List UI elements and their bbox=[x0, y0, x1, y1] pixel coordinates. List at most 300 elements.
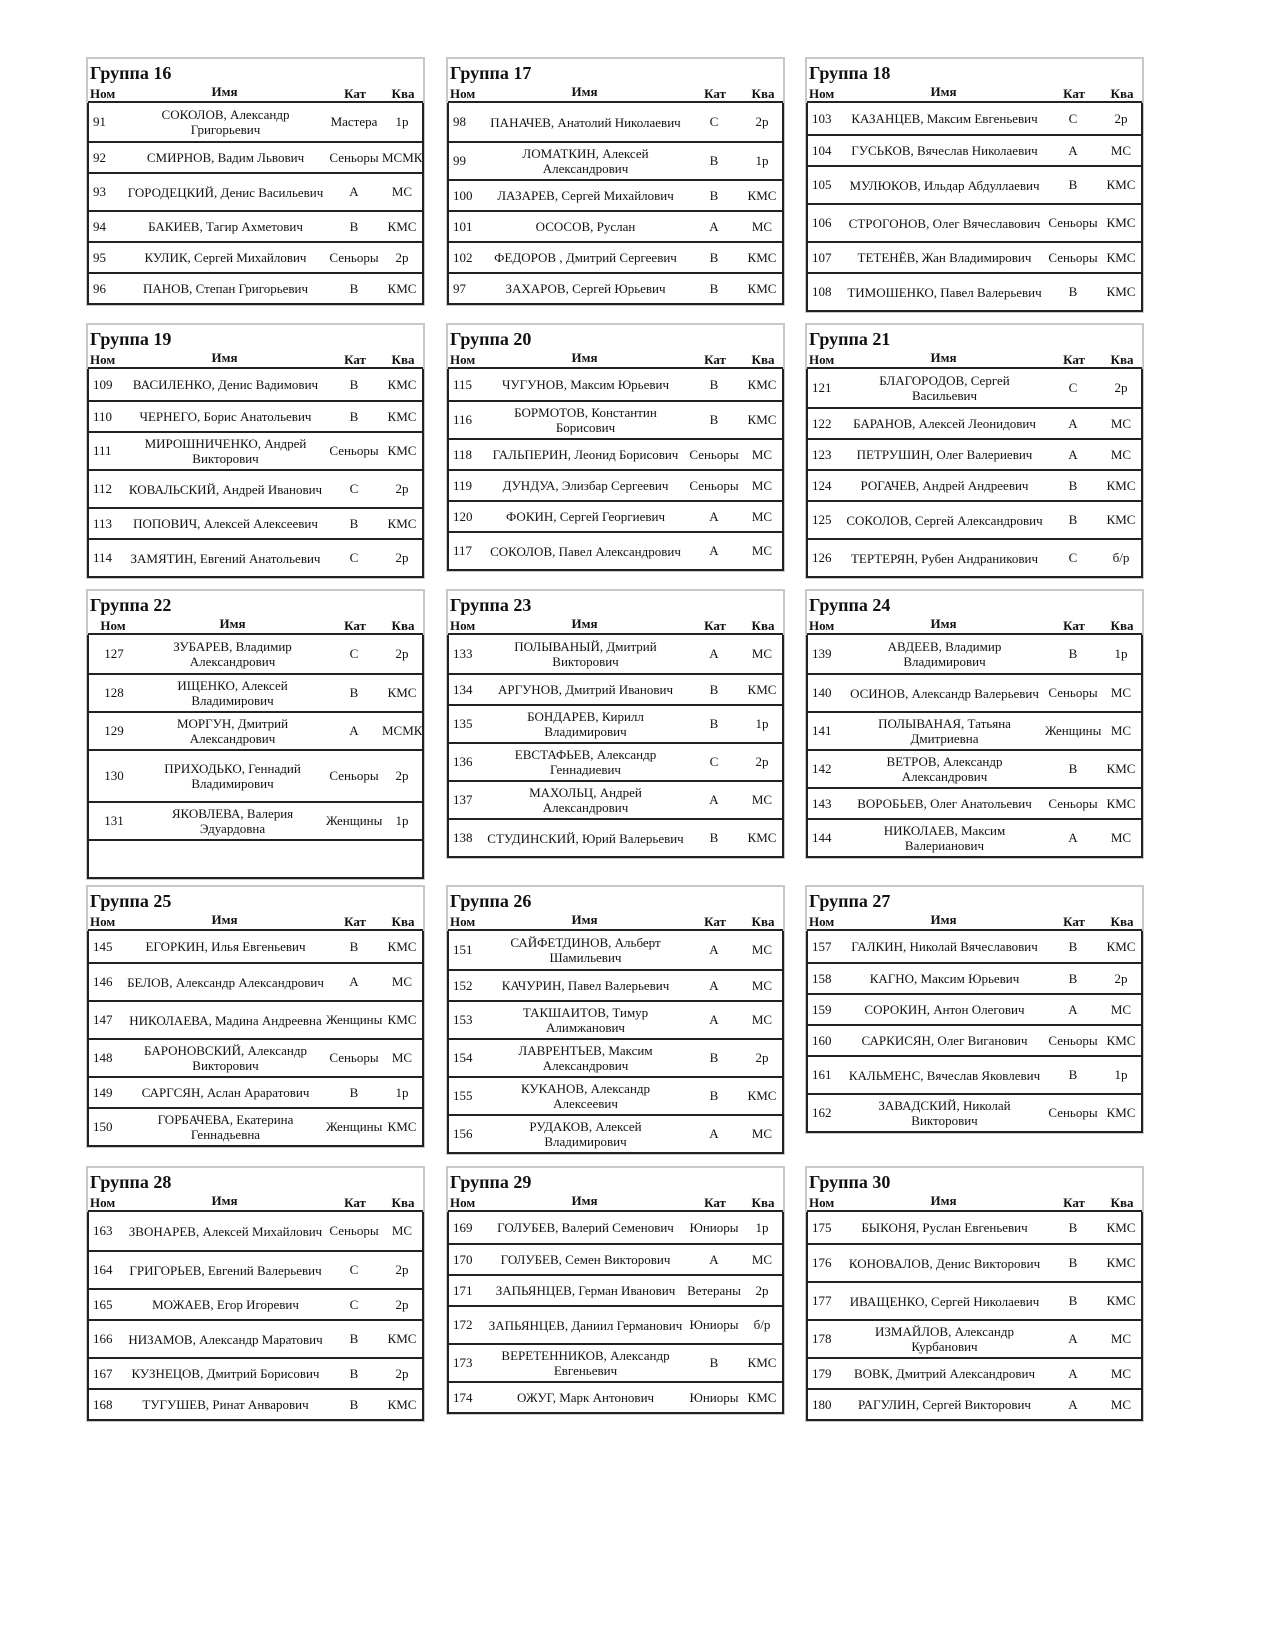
table-body bbox=[447, 103, 784, 305]
cell-name: СОКОЛОВ, Павел Александрович bbox=[490, 543, 681, 559]
cell-num: 178 bbox=[812, 1331, 832, 1346]
cell-cat: В bbox=[349, 938, 359, 954]
table-body bbox=[87, 1212, 424, 1421]
cell-num: 101 bbox=[453, 218, 473, 234]
table-row bbox=[89, 749, 422, 801]
cell-cat: В bbox=[349, 408, 359, 424]
header-name: Имя bbox=[571, 616, 598, 631]
group-title: Группа 18 bbox=[809, 63, 891, 83]
cell-cat: В bbox=[709, 1355, 719, 1370]
group-title: Группа 28 bbox=[90, 1172, 172, 1192]
cell-num: 135 bbox=[453, 716, 473, 731]
cell-cat: С bbox=[1068, 110, 1078, 126]
cell-kva: МС bbox=[751, 1012, 773, 1027]
cell-cat: Ветераны bbox=[687, 1282, 741, 1298]
table-row bbox=[808, 103, 1141, 134]
cell-kva: МС bbox=[751, 942, 773, 957]
cell-cat: В bbox=[1068, 646, 1078, 661]
table-row bbox=[808, 818, 1141, 856]
group-title: Группа 29 bbox=[450, 1172, 532, 1192]
cell-kva: КМС bbox=[1106, 284, 1136, 299]
cell-name: НИКОЛАЕВ, Максим Валерианович bbox=[883, 823, 1006, 853]
cell-num: 126 bbox=[812, 550, 832, 565]
group-title: Группа 22 bbox=[90, 595, 172, 615]
cell-num: 117 bbox=[453, 543, 473, 558]
table-row bbox=[89, 1107, 422, 1145]
cell-num: 153 bbox=[453, 1012, 473, 1027]
cell-cat: А bbox=[1068, 1331, 1078, 1346]
cell-name: ЛАЗАРЕВ, Сергей Михайлович bbox=[497, 188, 674, 203]
cell-name: ТЕРТЕРЯН, Рубен Андраникович bbox=[850, 550, 1039, 566]
cell-name: КУЛИК, Сергей Михайлович bbox=[144, 250, 307, 265]
table-row bbox=[449, 179, 782, 210]
cell-cat: Сеньоры bbox=[1048, 249, 1098, 265]
group-table bbox=[805, 885, 1144, 1134]
cell-cat: Сеньоры bbox=[1048, 1105, 1098, 1120]
group-table bbox=[805, 57, 1144, 313]
header-kva: Ква bbox=[391, 352, 415, 367]
cell-num: 159 bbox=[812, 1001, 832, 1017]
cell-kva: КМС bbox=[747, 412, 777, 427]
header-cat: Кат bbox=[344, 352, 366, 367]
cell-cat: С bbox=[709, 754, 719, 769]
cell-num: 166 bbox=[93, 1331, 113, 1346]
header-name: Имя bbox=[211, 350, 238, 365]
cell-num: 174 bbox=[453, 1389, 473, 1405]
cell-name: ЗАПЬЯНЦЕВ, Герман Иванович bbox=[495, 1283, 676, 1298]
cell-cat: В bbox=[349, 1331, 359, 1346]
cell-kva: МС bbox=[751, 543, 773, 558]
cell-cat: В bbox=[709, 280, 719, 296]
cell-cat: В bbox=[1068, 938, 1078, 954]
table-row bbox=[449, 1000, 782, 1038]
cell-kva: МС bbox=[391, 974, 413, 989]
table-header bbox=[448, 350, 783, 369]
cell-num: 118 bbox=[453, 446, 473, 462]
group-title: Группа 24 bbox=[809, 595, 891, 615]
table-row bbox=[808, 241, 1141, 272]
cell-num: 141 bbox=[812, 723, 832, 738]
table-row bbox=[449, 1305, 782, 1343]
cell-kva: МС bbox=[1110, 1396, 1132, 1412]
header-kva: Ква bbox=[391, 618, 415, 633]
header-kva: Ква bbox=[751, 914, 775, 929]
cell-name: СМИРНОВ, Вадим Львович bbox=[146, 150, 305, 165]
table-row bbox=[449, 369, 782, 400]
cell-kva: 2р bbox=[395, 249, 409, 265]
cell-name: ПОПОВИЧ, Алексей Алексеевич bbox=[133, 516, 318, 531]
cell-cat: А bbox=[1068, 1001, 1078, 1017]
group-table bbox=[86, 1166, 425, 1422]
header-cat: Кат bbox=[344, 618, 366, 633]
cell-kva: МСМК bbox=[382, 723, 423, 738]
cell-kva: МС bbox=[751, 646, 773, 661]
cell-cat: В bbox=[709, 830, 719, 845]
table-row bbox=[449, 673, 782, 704]
table-row bbox=[449, 1274, 782, 1305]
cell-name: САРКИСЯН, Олег Виганович bbox=[861, 1033, 1028, 1048]
cell-name: ТИМОШЕНКО, Павел Валерьевич bbox=[847, 284, 1042, 300]
cell-name: КОНОВАЛОВ, Денис Викторович bbox=[848, 1255, 1041, 1271]
cell-name: БАРОНОВСКИЙ, Александр Викторович bbox=[144, 1043, 307, 1073]
cell-name: ВАСИЛЕНКО, Денис Вадимович bbox=[132, 377, 319, 392]
cell-kva: 1р bbox=[755, 716, 769, 731]
cell-cat: В bbox=[349, 376, 359, 392]
cell-num: 162 bbox=[812, 1105, 832, 1120]
cell-cat: А bbox=[1068, 415, 1078, 431]
cell-kva: МС bbox=[1110, 830, 1132, 845]
cell-num: 96 bbox=[93, 280, 106, 296]
cell-name: МОЖАЕВ, Егор Игоревич bbox=[152, 1297, 299, 1312]
table-row bbox=[808, 711, 1141, 749]
cell-num: 98 bbox=[453, 114, 466, 129]
cell-cat: В bbox=[1068, 761, 1078, 776]
cell-kva: МС bbox=[751, 792, 773, 807]
header-num: Ном bbox=[809, 86, 835, 101]
group-table bbox=[805, 589, 1144, 859]
cell-kva: 1р bbox=[755, 1219, 769, 1235]
table-row bbox=[808, 203, 1141, 241]
header-num: Ном bbox=[450, 914, 476, 929]
header-cat: Кат bbox=[1063, 1195, 1085, 1210]
cell-kva: 2р bbox=[395, 481, 409, 496]
cell-name: БАКИЕВ, Тагир Ахметович bbox=[148, 219, 303, 234]
cell-kva: КМС bbox=[387, 408, 417, 424]
table-row bbox=[89, 1319, 422, 1357]
table-header bbox=[88, 84, 423, 103]
cell-name: ВОРОБЬЕВ, Олег Анатольевич bbox=[857, 796, 1032, 811]
header-name: Имя bbox=[571, 350, 598, 365]
header-name: Имя bbox=[211, 1193, 238, 1208]
cell-num: 99 bbox=[453, 153, 466, 168]
cell-name: ВЕРЕТЕННИКОВ, Александр Евгеньевич bbox=[501, 1348, 670, 1378]
table-row bbox=[808, 1024, 1141, 1055]
cell-name: ЛАВРЕНТЬЕВ, Максим Александрович bbox=[518, 1043, 653, 1073]
table-body bbox=[447, 369, 784, 571]
cell-kva: МС bbox=[391, 1223, 413, 1238]
cell-name: ГОЛУБЕВ, Семен Викторович bbox=[500, 1252, 671, 1267]
cell-name: ЗАВАДСКИЙ, Николай Викторович bbox=[878, 1098, 1011, 1128]
cell-cat: Юниоры bbox=[689, 1219, 739, 1235]
cell-cat: В bbox=[349, 1396, 359, 1412]
cell-kva: МС bbox=[1110, 685, 1132, 700]
table-header bbox=[448, 84, 783, 103]
header-name: Имя bbox=[571, 1193, 598, 1208]
cell-cat: Сеньоры bbox=[329, 768, 379, 783]
table-header bbox=[807, 912, 1142, 931]
header-num: Ном bbox=[90, 914, 116, 929]
cell-cat: В bbox=[709, 376, 719, 392]
cell-num: 92 bbox=[93, 149, 106, 165]
cell-num: 155 bbox=[453, 1088, 473, 1103]
cell-cat: В bbox=[709, 412, 719, 427]
table-header bbox=[807, 616, 1142, 635]
table-row bbox=[808, 993, 1141, 1024]
table-row bbox=[89, 1357, 422, 1388]
cell-num: 100 bbox=[453, 187, 473, 203]
cell-cat: В bbox=[349, 1084, 359, 1100]
cell-kva: МС bbox=[391, 1050, 413, 1065]
header-cat: Кат bbox=[1063, 86, 1085, 101]
cell-kva: КМС bbox=[1106, 1032, 1136, 1048]
cell-cat: В bbox=[709, 249, 719, 265]
cell-cat: С bbox=[349, 550, 359, 565]
table-row bbox=[89, 931, 422, 962]
cell-cat: Женщины bbox=[326, 1119, 383, 1134]
cell-num: 94 bbox=[93, 218, 106, 234]
header-kva: Ква bbox=[751, 1195, 775, 1210]
header-cat: Кат bbox=[704, 914, 726, 929]
header-cat: Кат bbox=[704, 618, 726, 633]
cell-kva: КМС bbox=[387, 685, 417, 700]
cell-kva: 2р bbox=[1114, 380, 1128, 395]
group-title: Группа 26 bbox=[450, 891, 532, 911]
cell-cat: С bbox=[709, 114, 719, 129]
header-cat: Кат bbox=[344, 86, 366, 101]
cell-cat: Сеньоры bbox=[329, 249, 379, 265]
group-table bbox=[446, 57, 785, 306]
cell-name: ЕГОРКИН, Илья Евгеньевич bbox=[145, 939, 306, 954]
cell-kva: КМС bbox=[387, 218, 417, 234]
cell-cat: А bbox=[709, 792, 719, 807]
cell-cat: А bbox=[349, 723, 359, 738]
cell-cat: А bbox=[349, 184, 359, 199]
cell-cat: Сеньоры bbox=[1048, 215, 1098, 230]
cell-name: ВОВК, Дмитрий Александрович bbox=[854, 1366, 1035, 1381]
cell-num: 111 bbox=[93, 443, 112, 458]
cell-name: ИЗМАЙЛОВ, Александр Курбанович bbox=[874, 1324, 1015, 1354]
header-name: Имя bbox=[930, 912, 957, 927]
cell-cat: Сеньоры bbox=[689, 446, 739, 462]
cell-name: ДУНДУА, Элизбар Сергеевич bbox=[502, 478, 669, 493]
cell-cat: Сеньоры bbox=[329, 443, 379, 458]
table-body bbox=[447, 931, 784, 1154]
table-row bbox=[89, 172, 422, 210]
cell-kva: КМС bbox=[1106, 761, 1136, 776]
cell-cat: А bbox=[1068, 1365, 1078, 1381]
cell-cat: А bbox=[1068, 830, 1078, 845]
cell-kva: КМС bbox=[747, 249, 777, 265]
header-num: Ном bbox=[90, 352, 116, 367]
table-row bbox=[449, 438, 782, 469]
cell-num: 127 bbox=[104, 646, 124, 661]
cell-kva: МС bbox=[751, 508, 773, 524]
table-row bbox=[89, 210, 422, 241]
table-row bbox=[449, 531, 782, 569]
cell-num: 167 bbox=[93, 1365, 113, 1381]
group-table bbox=[86, 885, 425, 1148]
cell-cat: В bbox=[709, 187, 719, 203]
table-row bbox=[808, 1319, 1141, 1357]
table-body bbox=[87, 369, 424, 578]
table-row bbox=[449, 818, 782, 856]
header-cat: Кат bbox=[704, 352, 726, 367]
table-row bbox=[89, 962, 422, 1000]
cell-num: 142 bbox=[812, 761, 832, 776]
group-table bbox=[86, 589, 425, 880]
cell-name: ПАНАЧЕВ, Анатолий Николаевич bbox=[490, 114, 681, 130]
cell-kva: 2р bbox=[755, 114, 769, 129]
cell-name: МИРОШНИЧЕНКО, Андрей Викторович bbox=[144, 436, 307, 466]
cell-num: 103 bbox=[812, 110, 832, 126]
cell-cat: А bbox=[709, 942, 719, 957]
group-title: Группа 19 bbox=[90, 329, 172, 349]
group-table bbox=[446, 1166, 785, 1415]
cell-cat: А bbox=[709, 508, 719, 524]
table-row bbox=[89, 431, 422, 469]
cell-num: 157 bbox=[812, 938, 832, 954]
cell-cat: Сеньоры bbox=[689, 477, 739, 493]
cell-num: 160 bbox=[812, 1032, 832, 1048]
header-num: Ном bbox=[450, 1195, 476, 1210]
cell-num: 143 bbox=[812, 795, 832, 811]
header-cat: Кат bbox=[704, 86, 726, 101]
table-row bbox=[449, 931, 782, 969]
cell-name: ЯКОВЛЕВА, Валерия Эдуардовна bbox=[171, 806, 294, 836]
cell-name: РОГАЧЕВ, Андрей Андреевич bbox=[860, 478, 1029, 493]
table-row bbox=[808, 635, 1141, 673]
cell-num: 165 bbox=[93, 1296, 113, 1312]
table-row bbox=[449, 469, 782, 500]
cell-num: 136 bbox=[453, 754, 473, 769]
group-table bbox=[86, 57, 425, 306]
cell-kva: МС bbox=[1110, 1365, 1132, 1381]
header-kva: Ква bbox=[1110, 618, 1134, 633]
cell-num: 102 bbox=[453, 249, 473, 265]
cell-cat: В bbox=[1068, 1255, 1078, 1270]
cell-num: 169 bbox=[453, 1219, 473, 1235]
cell-cat: А bbox=[709, 218, 719, 234]
cell-num: 170 bbox=[453, 1251, 473, 1267]
cell-name: СОКОЛОВ, Сергей Александрович bbox=[846, 512, 1043, 528]
table-row bbox=[449, 1038, 782, 1076]
cell-name: СОРОКИН, Антон Олегович bbox=[864, 1002, 1025, 1017]
table-row bbox=[808, 1243, 1141, 1281]
cell-name: БОРМОТОВ, Константин Борисович bbox=[514, 405, 657, 435]
cell-num: 140 bbox=[812, 685, 832, 700]
cell-name: МОРГУН, Дмитрий Александрович bbox=[176, 716, 289, 746]
cell-num: 137 bbox=[453, 792, 473, 807]
table-row bbox=[808, 1388, 1141, 1419]
table-row bbox=[449, 1212, 782, 1243]
table-row bbox=[449, 400, 782, 438]
group-title: Группа 23 bbox=[450, 595, 532, 615]
cell-kva: КМС bbox=[1106, 1293, 1136, 1308]
cell-cat: А bbox=[1068, 446, 1078, 462]
group-title: Группа 27 bbox=[809, 891, 891, 911]
cell-num: 124 bbox=[812, 477, 832, 493]
cell-name: ПОЛЫВАНЫЙ, Дмитрий Викторович bbox=[514, 639, 657, 669]
cell-cat: Женщины bbox=[1045, 723, 1102, 738]
cell-kva: 2р bbox=[395, 768, 409, 783]
table-body bbox=[87, 635, 424, 879]
table-row bbox=[89, 635, 422, 673]
cell-name: СОКОЛОВ, Александр Григорьевич bbox=[161, 107, 290, 137]
cell-kva: КМС bbox=[387, 515, 417, 531]
cell-name: ЗАМЯТИН, Евгений Анатольевич bbox=[130, 550, 321, 566]
cell-cat: В bbox=[1068, 177, 1078, 192]
cell-kva: МС bbox=[751, 218, 773, 234]
table-row bbox=[808, 369, 1141, 407]
table-row bbox=[808, 1357, 1141, 1388]
header-kva: Ква bbox=[1110, 914, 1134, 929]
table-row bbox=[89, 711, 422, 749]
cell-cat: А bbox=[709, 543, 719, 558]
cell-name: ИВАЩЕНКО, Сергей Николаевич bbox=[849, 1293, 1040, 1309]
table-row bbox=[808, 931, 1141, 962]
cell-name: ПЕТРУШИН, Олег Валериевич bbox=[856, 447, 1033, 462]
cell-kva: КМС bbox=[1106, 1219, 1136, 1235]
cell-kva: КМС bbox=[1106, 249, 1136, 265]
cell-cat: Сеньоры bbox=[329, 1223, 379, 1238]
table-row bbox=[449, 1114, 782, 1152]
table-row bbox=[449, 969, 782, 1000]
cell-num: 179 bbox=[812, 1365, 832, 1381]
cell-num: 148 bbox=[93, 1050, 113, 1065]
table-header bbox=[88, 1193, 423, 1212]
cell-name: АРГУНОВ, Дмитрий Иванович bbox=[497, 682, 674, 697]
group-table bbox=[805, 323, 1144, 579]
cell-name: ЕВСТАФЬЕВ, Александр Геннадиевич bbox=[514, 747, 657, 777]
cell-kva: МСМК bbox=[382, 149, 423, 165]
cell-name: СТУДИНСКИЙ, Юрий Валерьевич bbox=[487, 830, 684, 846]
cell-name: РУДАКОВ, Алексей Владимирович bbox=[529, 1119, 642, 1149]
cell-kva: КМС bbox=[387, 1331, 417, 1346]
cell-cat: Сеньоры bbox=[1048, 1032, 1098, 1048]
cell-num: 133 bbox=[453, 646, 473, 661]
cell-cat: В bbox=[1068, 1067, 1078, 1082]
cell-name: ЗАПЬЯНЦЕВ, Даниил Германович bbox=[488, 1317, 683, 1333]
table-row bbox=[808, 673, 1141, 711]
cell-name: КУЗНЕЦОВ, Дмитрий Борисович bbox=[131, 1366, 320, 1381]
table-row bbox=[89, 1076, 422, 1107]
header-num: Ном bbox=[450, 86, 476, 101]
table-row bbox=[89, 241, 422, 272]
cell-name: ГОЛУБЕВ, Валерий Семенович bbox=[497, 1220, 674, 1235]
table-row bbox=[449, 241, 782, 272]
table-header bbox=[88, 912, 423, 931]
cell-num: 177 bbox=[812, 1293, 832, 1308]
cell-name: НИЗАМОВ, Александр Маратович bbox=[128, 1331, 323, 1347]
group-title: Группа 21 bbox=[809, 329, 891, 349]
cell-num: 180 bbox=[812, 1396, 832, 1412]
cell-num: 97 bbox=[453, 280, 466, 296]
cell-name: ГАЛКИН, Николай Вячеславович bbox=[851, 939, 1038, 954]
table-row bbox=[449, 1076, 782, 1114]
group-title: Группа 17 bbox=[450, 63, 532, 83]
cell-kva: КМС bbox=[747, 1389, 777, 1405]
cell-kva: 1р bbox=[755, 153, 769, 168]
table-row bbox=[808, 787, 1141, 818]
cell-kva: 2р bbox=[755, 1282, 769, 1298]
header-num: Ном bbox=[809, 1195, 835, 1210]
cell-kva: МС bbox=[1110, 446, 1132, 462]
cell-kva: МС bbox=[1110, 142, 1132, 158]
cell-num: 123 bbox=[812, 446, 832, 462]
table-header bbox=[448, 1193, 783, 1212]
cell-kva: 2р bbox=[395, 1262, 409, 1277]
cell-cat: В bbox=[1068, 284, 1078, 299]
cell-num: 116 bbox=[453, 412, 473, 427]
cell-name: ИЩЕНКО, Алексей Владимирович bbox=[177, 678, 288, 708]
cell-kva: КМС bbox=[1106, 215, 1136, 230]
cell-name: КОВАЛЬСКИЙ, Андрей Иванович bbox=[128, 481, 323, 497]
header-name: Имя bbox=[211, 912, 238, 927]
cell-kva: МС bbox=[1110, 415, 1132, 431]
cell-kva: б/р bbox=[1112, 550, 1130, 565]
cell-cat: А bbox=[709, 1126, 719, 1141]
table-header bbox=[88, 616, 423, 635]
